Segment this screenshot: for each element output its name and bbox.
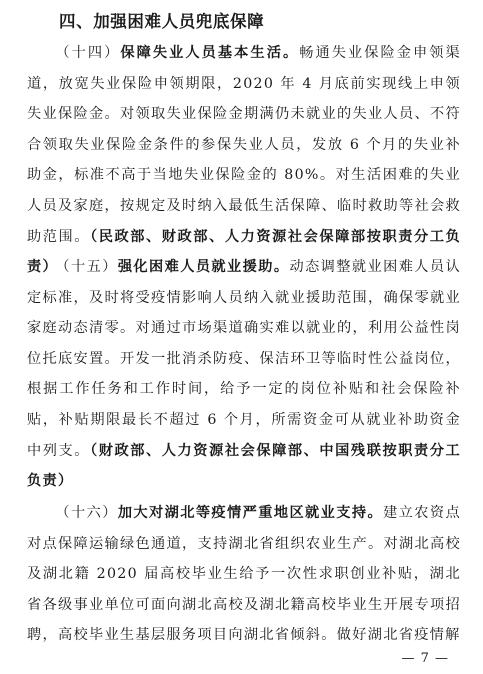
page-number: — 7 — [401,651,449,666]
item-responsible: （民政部、财政部、人力资源社会保障部按职责分工负责） [27,228,461,276]
item-lead: 加大对湖北等疫情严重地区就业支持。 [117,505,384,521]
paragraph-item-16 [27,498,461,651]
section-heading: 四、加强困难人员兜底保障 [59,12,265,31]
item-label: （十六） [55,505,118,521]
item-lead: 保障失业人员基本生活。 [120,45,300,61]
paragraph-item-14 [27,38,461,283]
paragraph-item-15 [27,252,461,497]
item-body: 建立农资点对点保障运输绿色通道，支持湖北省组织农业生产。对湖北高校及湖北籍 2020 届高校毕业生给予一次性求职创业补贴，湖北省各级事业单位可面向湖北高校及湖北籍高校毕业生开展专项招聘，高校毕业生基层服务项目向湖北省倾斜。做好湖北省疫情解 [27,505,461,644]
item-body: 动态调整就业困难人员认定标准，及时将受疫情影响人员纳入就业援助范围，确保零就业家庭动态清零。对通过市场渠道确实难以就业的，利用公益性岗位托底安置。开发一批消杀防疫、保洁环卫等临时性公益岗位，根据工作任务和工作时间，给予一定的岗位补贴和社会保险补贴，补贴期限最长不超过 6 个月，所需资金可从就业补助资金中列支。 [27,259,461,459]
item-label: （十四） [55,45,121,61]
item-label: （十五） [55,259,118,275]
item-body: 畅通失业保险金申领渠道，放宽失业保险申领期限，2020 年 4 月底前实现线上申领失业保险金。对领取失业保险金期满仍未就业的失业人员、不符合领取失业保险金条件的参保失业人员，发放 6 个月的失业补助金，标准不高于当地失业保险金的 80%。对生活困难的失业人员及家庭，按规定及时纳入最低生活保障、临时救助等社会救助范围。 [27,45,461,245]
item-lead: 强化困难人员就业援助。 [117,259,290,275]
item-responsible: （财政部、人力资源社会保障部、中国残联按职责分工负责） [27,442,461,490]
